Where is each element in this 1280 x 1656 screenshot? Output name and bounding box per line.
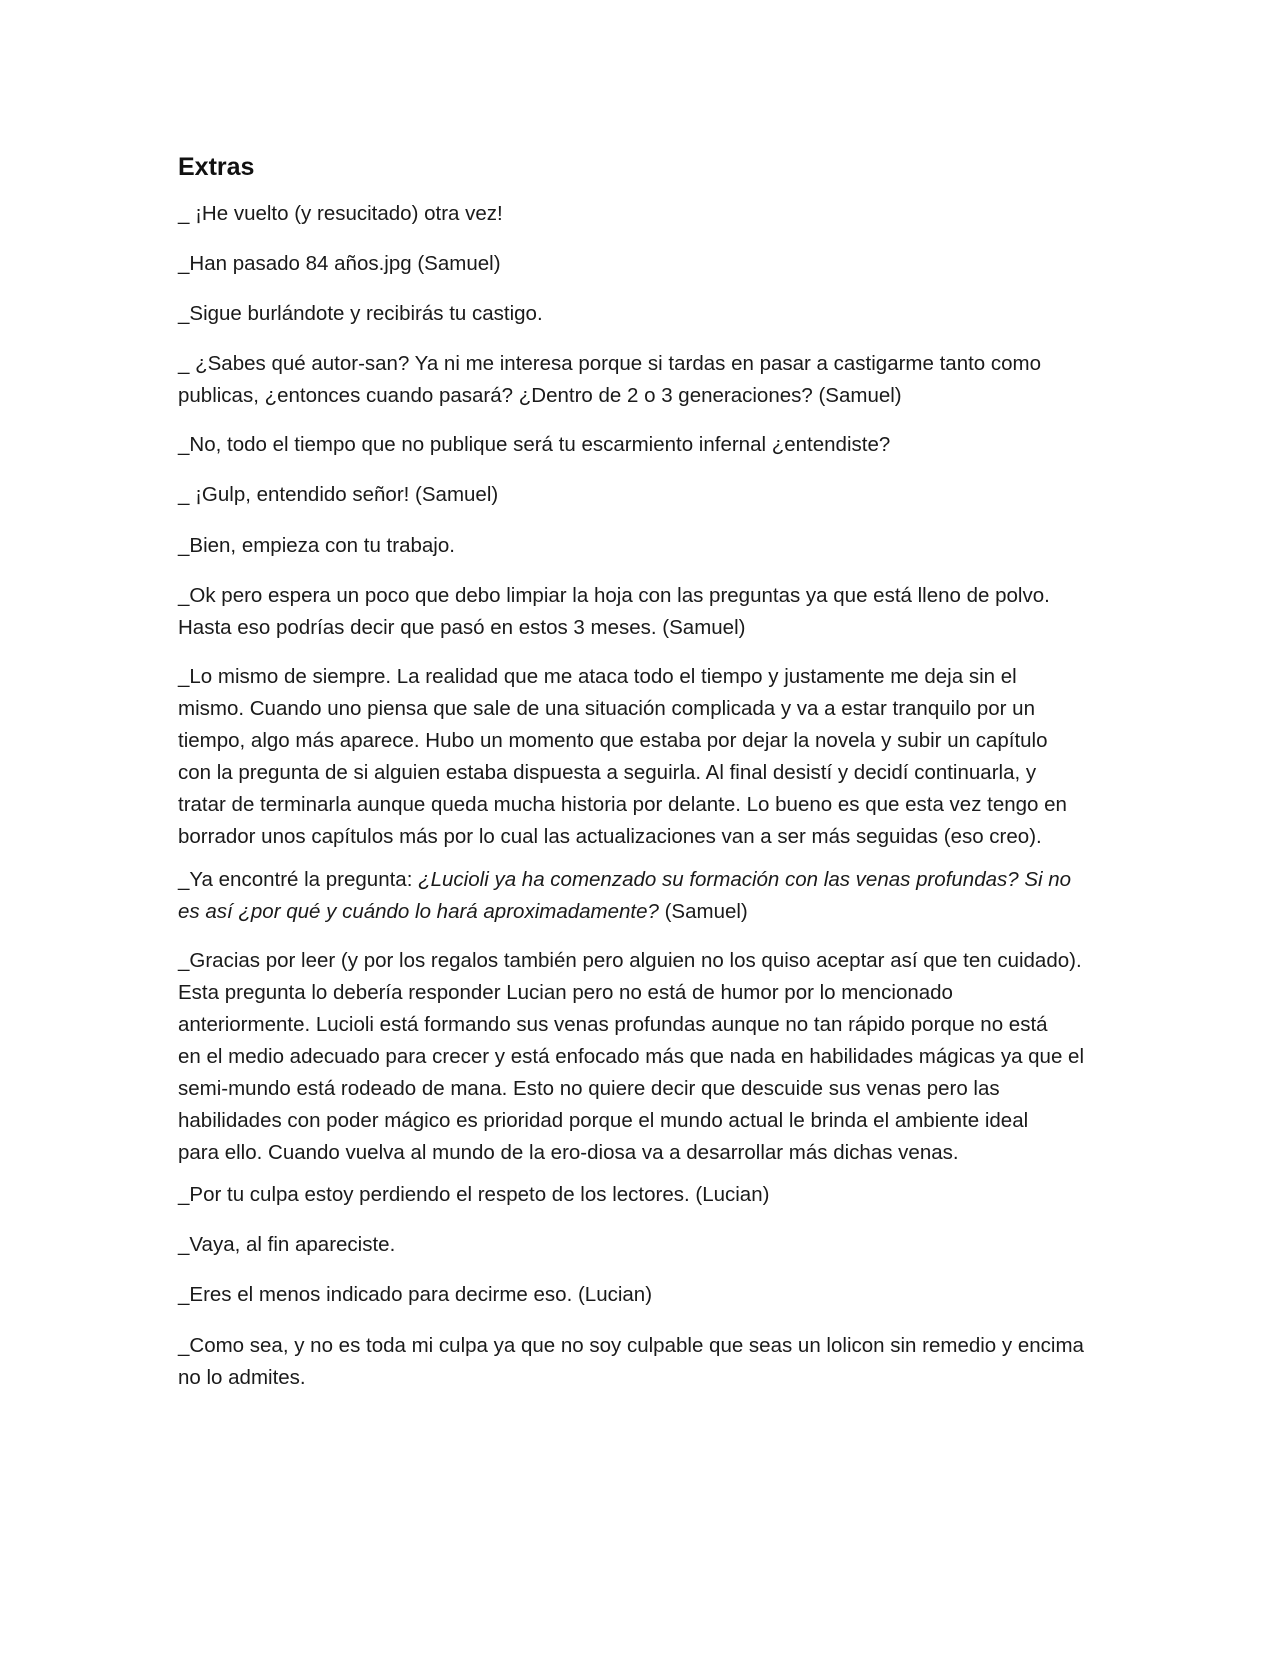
paragraph-12 [178, 1179, 1108, 1211]
text-line: _Por tu culpa estoy perdiendo el respeto de los lectores. (Lucian) [178, 1183, 770, 1206]
text-line: _Sigue burlándote y recibirás tu castigo. [178, 302, 543, 325]
text-line: _No, todo el tiempo que no publique será tu escarmiento infernal ¿entendiste? [178, 433, 891, 456]
paragraph-3 [178, 298, 1108, 330]
text-line: en el medio adecuado para crecer y está enfocado más que nada en habilidades mágicas ya que el [178, 1045, 1085, 1068]
document-title: Extras [178, 153, 255, 181]
paragraph-7 [178, 530, 1108, 562]
paragraph-4 [178, 348, 1108, 412]
text-line [178, 896, 1108, 928]
text-line: tratar de terminarla aunque queda mucha historia por delante. Lo bueno es que esta vez tengo en [178, 793, 1067, 816]
paragraph-2 [178, 248, 1108, 280]
paragraph-5 [178, 429, 1108, 461]
text-line: _ ¡Gulp, entendido señor! (Samuel) [178, 483, 499, 506]
text-line: tiempo, algo más aparece. Hubo un momento que estaba por dejar la novela y subir un capítulo [178, 729, 1048, 752]
text-line: _ ¿Sabes qué autor-san? Ya ni me interesa porque si tardas en pasar a castigarme tanto como [178, 352, 1042, 375]
text-line: Esta pregunta lo debería responder Lucian pero no está de humor por lo mencionado [178, 981, 953, 1004]
paragraph-8 [178, 580, 1108, 644]
text-line: _Han pasado 84 años.jpg (Samuel) [178, 252, 501, 275]
text-line: _Gracias por leer (y por los regalos también pero alguien no los quiso aceptar así que ten cuidado). [178, 949, 1082, 972]
question-prefix: _Ya encontré la pregunta: [178, 868, 419, 891]
question-paragraph [178, 864, 1108, 928]
paragraph-14 [178, 1279, 1108, 1311]
question-suffix: (Samuel) [658, 900, 748, 923]
paragraph-6 [178, 479, 1108, 511]
text-line: _Ok pero espera un poco que debo limpiar la hoja con las preguntas ya que está lleno de polvo. [178, 584, 1050, 607]
text-line: anteriormente. Lucioli está formando sus venas profundas aunque no tan rápido porque no está [178, 1013, 1048, 1036]
paragraph-11 [178, 945, 1108, 1169]
text-line: _Bien, empieza con tu trabajo. [178, 534, 455, 557]
paragraph-9 [178, 661, 1108, 853]
text-line: borrador unos capítulos más por lo cual las actualizaciones van a ser más seguidas (eso creo). [178, 825, 1042, 848]
text-line: mismo. Cuando uno piensa que sale de una situación complicada y va a estar tranquilo por un [178, 697, 1035, 720]
text-line: publicas, ¿entonces cuando pasará? ¿Dentro de 2 o 3 generaciones? (Samuel) [178, 384, 902, 407]
paragraph-1 [178, 198, 1108, 230]
text-line: _Como sea, y no es toda mi culpa ya que no soy culpable que seas un lolicon sin remedio y encima [178, 1334, 1084, 1357]
text-line: para ello. Cuando vuelva al mundo de la ero-diosa va a desarrollar más dichas venas. [178, 1141, 959, 1164]
text-line: _ ¡He vuelto (y resucitado) otra vez! [178, 202, 503, 225]
text-line: habilidades con poder mágico es prioridad porque el mundo actual le brinda el ambiente ideal [178, 1109, 1029, 1132]
text-line: no lo admites. [178, 1366, 306, 1389]
paragraph-15 [178, 1330, 1108, 1394]
text-line: _Eres el menos indicado para decirme eso. (Lucian) [178, 1283, 653, 1306]
text-line [178, 864, 1108, 896]
text-line: Hasta eso podrías decir que pasó en estos 3 meses. (Samuel) [178, 616, 746, 639]
question-text: es así ¿por qué y cuándo lo hará aproximadamente? [178, 900, 659, 923]
text-line: con la pregunta de si alguien estaba dispuesta a seguirla. Al final desistí y decidí continuarla, y [178, 761, 1037, 784]
text-line: _Lo mismo de siempre. La realidad que me ataca todo el tiempo y justamente me deja sin el [178, 665, 1017, 688]
paragraph-13 [178, 1229, 1108, 1261]
text-line: semi-mundo está rodeado de mana. Esto no quiere decir que descuide sus venas pero las [178, 1077, 1000, 1100]
question-text: ¿Lucioli ya ha comenzado su formación con las venas profundas? Si no [418, 868, 1072, 891]
text-line: _Vaya, al fin apareciste. [178, 1233, 396, 1256]
